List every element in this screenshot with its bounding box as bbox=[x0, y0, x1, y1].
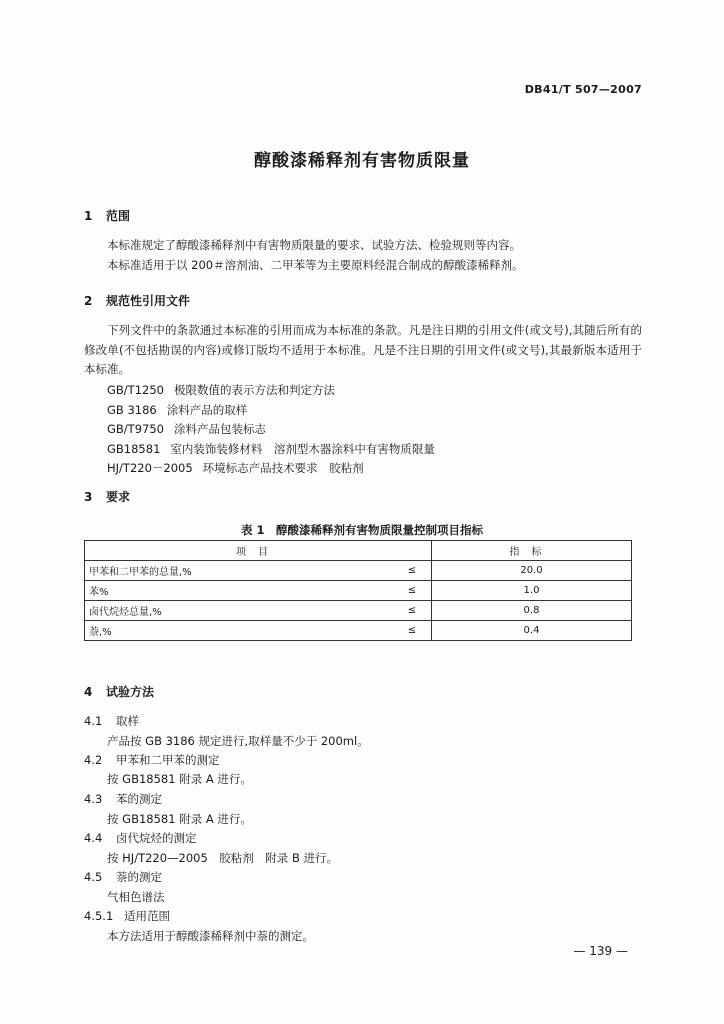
section-4-heading bbox=[84, 683, 154, 700]
section-title: 规范性引用文件 bbox=[106, 294, 191, 308]
subsection-heading bbox=[84, 868, 162, 887]
row-value: 0.8 bbox=[432, 601, 632, 621]
table-row bbox=[85, 561, 632, 581]
row-operator: ≤ bbox=[393, 581, 432, 601]
reference-item bbox=[107, 459, 435, 479]
reference-code: GB/T9750 bbox=[107, 422, 164, 436]
subsection-text: 本方法适用于醇酸漆稀释剂中萘的测定。 bbox=[107, 929, 314, 943]
subsection-heading bbox=[84, 751, 220, 770]
subsection-title: 取样 bbox=[116, 714, 139, 728]
page-title: 醇酸漆稀释剂有害物质限量 bbox=[254, 151, 470, 171]
subsection-title: 苯的测定 bbox=[116, 792, 162, 806]
section-title: 试验方法 bbox=[106, 685, 155, 699]
reference-name: 极限数值的表示方法和判定方法 bbox=[173, 383, 335, 397]
section-title: 范围 bbox=[106, 209, 131, 223]
subsection-text: 气相色谱法 bbox=[107, 890, 165, 904]
subsection-title: 萘的测定 bbox=[116, 870, 162, 884]
row-item: 苯% bbox=[85, 581, 394, 601]
row-value: 1.0 bbox=[432, 581, 632, 601]
reference-name: 涂料产品的取样 bbox=[166, 402, 248, 417]
subsection-text: 按 GB18581 附录 A 进行。 bbox=[107, 812, 252, 826]
subsection-text: 按 GB18581 附录 A 进行。 bbox=[107, 772, 252, 786]
reference-item bbox=[107, 401, 435, 421]
row-operator: ≤ bbox=[393, 601, 432, 621]
row-item: 萘,% bbox=[85, 621, 394, 641]
section-number: 1 bbox=[84, 209, 93, 223]
section-1-paragraph-2: 本标准适用于以 200＃溶剂油、二甲苯等为主要原料经混合制成的醇酸漆稀释剂。 bbox=[107, 258, 524, 272]
reference-code: GB 3186 bbox=[107, 402, 157, 417]
subsection-title: 适用范围 bbox=[124, 909, 170, 923]
reference-code: GB/T1250 bbox=[107, 383, 164, 397]
row-operator: ≤ bbox=[393, 561, 432, 581]
section-3-heading bbox=[84, 488, 130, 505]
section-title: 要求 bbox=[106, 490, 131, 504]
reference-list bbox=[107, 381, 435, 479]
subsection-title: 甲苯和二甲苯的测定 bbox=[116, 753, 220, 767]
section-2-heading bbox=[84, 292, 190, 309]
row-item: 甲苯和二甲苯的总量,% bbox=[85, 561, 394, 581]
section-2-paragraph: 下列文件中的条款通过本标准的引用而成为本标准的条款。凡是注日期的引用文件(或文号),其随后所有的修改单(不包括勘误的内容)或修订版均不适用于本标准。凡是不注日期的引用文件(或文号),其最新版本适用于本标准。 bbox=[84, 323, 642, 376]
table-row bbox=[85, 621, 632, 641]
reference-name: 环境标志产品技术要求 胶粘剂 bbox=[202, 461, 364, 475]
section-1-paragraph-1: 本标准规定了醇酸漆稀释剂中有害物质限量的要求、试验方法、检验规则等内容。 bbox=[107, 238, 521, 252]
subsection-heading bbox=[84, 829, 197, 848]
section-number: 2 bbox=[84, 294, 93, 308]
subsection-number: 4.5 bbox=[84, 870, 103, 884]
subsection-number: 4.3 bbox=[84, 792, 103, 806]
reference-name: 室内装饰装修材料 溶剂型木器涂料中有害物质限量 bbox=[170, 441, 435, 456]
row-value: 0.4 bbox=[432, 621, 632, 641]
header-item: 项目 bbox=[85, 541, 432, 561]
subsection-number: 4.5.1 bbox=[84, 909, 114, 923]
subsection-title: 卤代烷烃的测定 bbox=[116, 831, 197, 845]
reference-code: GB18581 bbox=[107, 441, 161, 456]
table-row bbox=[85, 581, 632, 601]
subsection-number: 4.4 bbox=[84, 831, 103, 845]
reference-item bbox=[107, 440, 435, 460]
requirements-table bbox=[84, 540, 632, 641]
table-row bbox=[85, 601, 632, 621]
section-1-heading bbox=[84, 207, 130, 224]
row-value: 20.0 bbox=[432, 561, 632, 581]
table-header-row bbox=[85, 541, 632, 561]
subsection-text: 产品按 GB 3186 规定进行,取样量不少于 200ml。 bbox=[107, 734, 369, 748]
page-number: — 139 — bbox=[573, 944, 628, 958]
subsection-number: 4.1 bbox=[84, 714, 103, 728]
row-operator: ≤ bbox=[393, 621, 432, 641]
section-number: 3 bbox=[84, 490, 93, 504]
section-number: 4 bbox=[84, 685, 93, 699]
subsection-heading bbox=[84, 907, 170, 926]
table-caption: 表 1 醇酸漆稀释剂有害物质限量控制项目指标 bbox=[240, 523, 483, 537]
row-item: 卤代烷烃总量,% bbox=[85, 601, 394, 621]
reference-code: HJ/T220－2005 bbox=[107, 461, 193, 475]
reference-item bbox=[107, 420, 435, 440]
subsection-heading bbox=[84, 712, 139, 731]
subsection-text: 按 HJ/T220—2005 胶粘剂 附录 B 进行。 bbox=[107, 851, 339, 865]
document-number: DB41/T 507—2007 bbox=[524, 83, 642, 96]
header-value: 指标 bbox=[432, 541, 632, 561]
subsection-heading bbox=[84, 790, 162, 809]
reference-item bbox=[107, 381, 435, 401]
reference-name: 涂料产品包装标志 bbox=[173, 422, 266, 436]
subsection-number: 4.2 bbox=[84, 753, 103, 767]
